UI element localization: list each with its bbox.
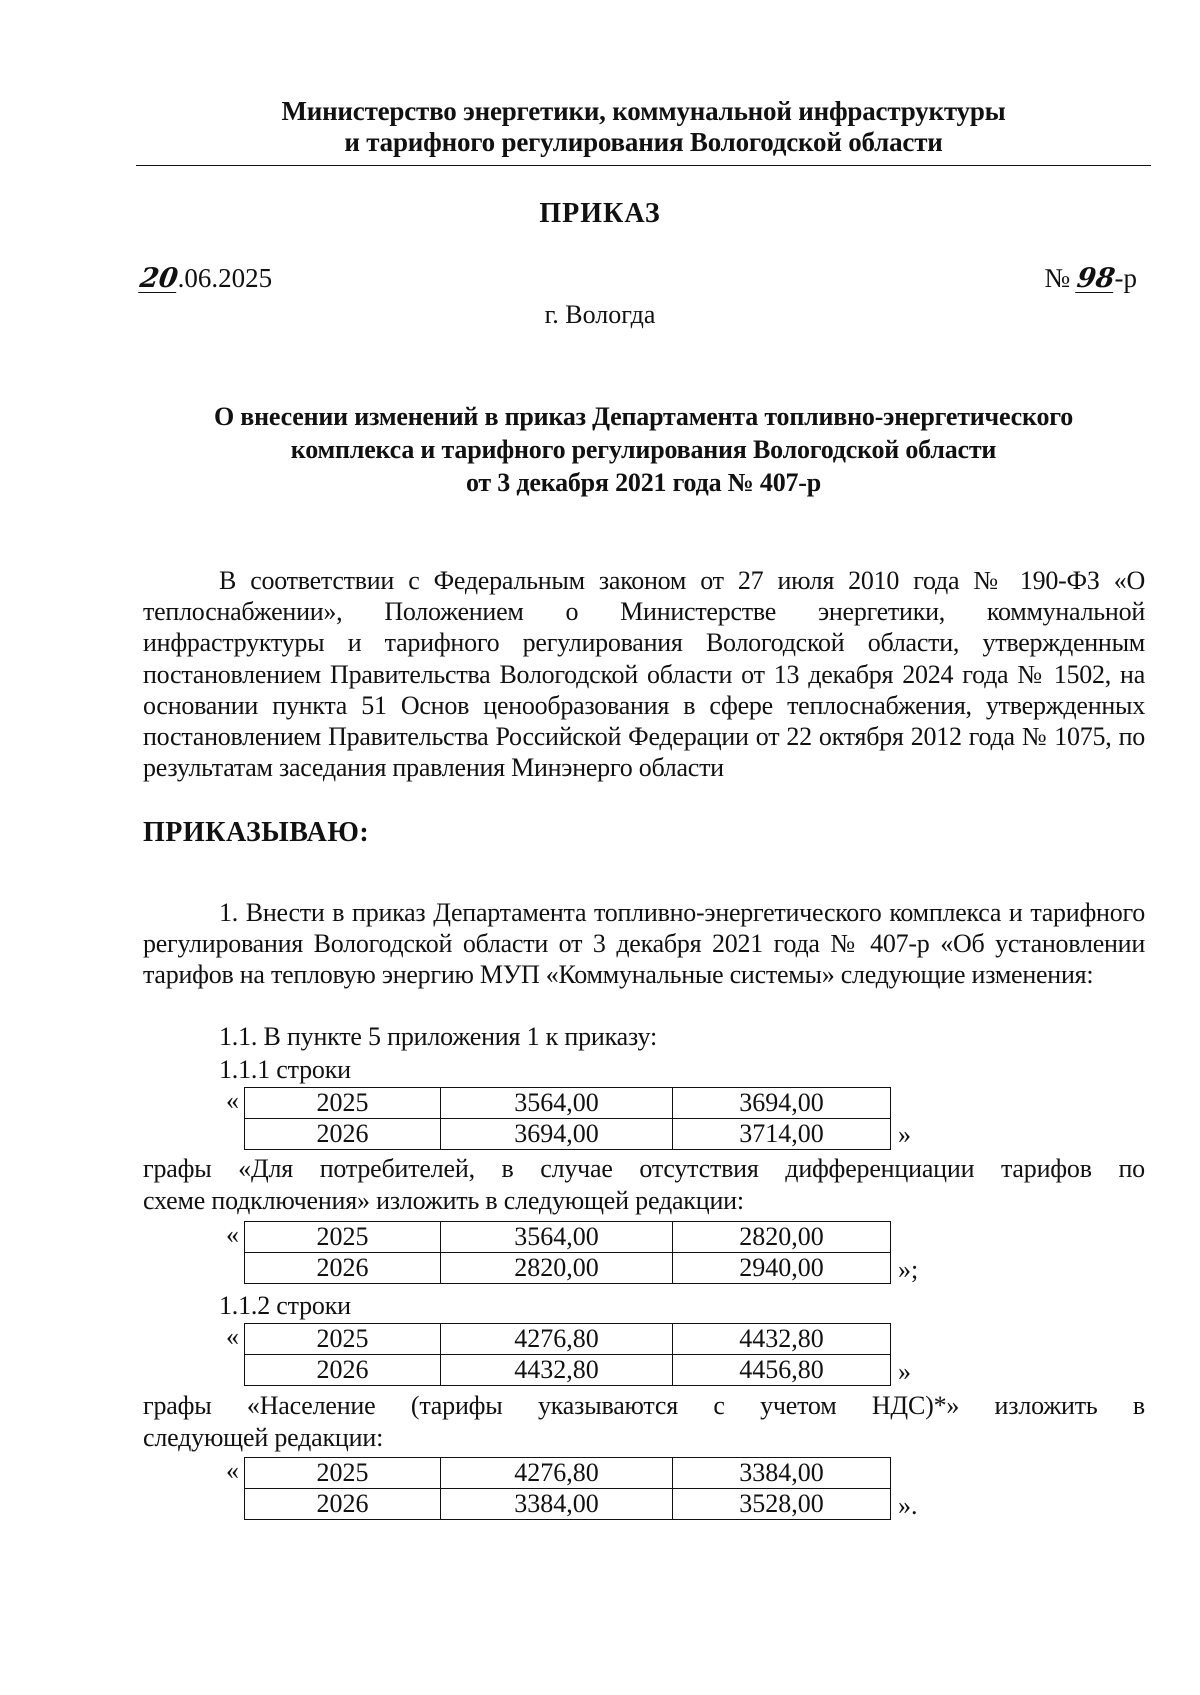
tariff-table-2 bbox=[244, 1221, 891, 1284]
subject-line-2: комплекса и тарифного регулирования Вологодской области bbox=[290, 435, 997, 464]
tariff-cell: 3694,00 bbox=[673, 1088, 891, 1119]
graph-1-text-line-1: графы «Для потребителей, в случае отсутствия дифференциации тарифов по bbox=[143, 1154, 1145, 1183]
table-2-quote-close: »; bbox=[898, 1255, 919, 1284]
tariff-cell: 4432,80 bbox=[441, 1355, 673, 1386]
table-row bbox=[245, 1324, 891, 1355]
tariff-cell: 4432,80 bbox=[673, 1324, 891, 1355]
item-1-1-2: 1.1.2 строки bbox=[219, 1291, 351, 1320]
graph-1-text-line-2: схеме подключения» изложить в следующей редакции: bbox=[143, 1186, 744, 1215]
document-type-title: ПРИКАЗ bbox=[539, 198, 661, 229]
tariff-cell: 4456,80 bbox=[673, 1355, 891, 1386]
table-1-quote-close: » bbox=[898, 1120, 911, 1149]
table-1-quote-open: « bbox=[226, 1086, 239, 1115]
ministry-line-1: Министерство энергетики, коммунальной инфраструктуры bbox=[281, 96, 1006, 126]
tariff-cell: 4276,80 bbox=[441, 1458, 673, 1489]
tariff-cell: 3694,00 bbox=[441, 1119, 673, 1150]
document-subject bbox=[136, 400, 1151, 499]
date-day-handwritten: 20 bbox=[137, 263, 180, 294]
header-divider bbox=[136, 165, 1151, 166]
number-handwritten: 98 bbox=[1074, 263, 1117, 294]
number-sign: № bbox=[1044, 263, 1071, 293]
order-heading: ПРИКАЗЫВАЮ: bbox=[143, 817, 370, 848]
document-date bbox=[137, 263, 273, 294]
year-cell: 2026 bbox=[245, 1355, 441, 1386]
year-cell: 2026 bbox=[245, 1119, 441, 1150]
table-2-quote-open: « bbox=[226, 1220, 239, 1249]
table-row bbox=[245, 1088, 891, 1119]
number-suffix: -р bbox=[1114, 263, 1137, 293]
table-3-quote-open: « bbox=[226, 1322, 239, 1351]
date-month-year: .06.2025 bbox=[177, 263, 273, 293]
tariff-cell: 2940,00 bbox=[673, 1253, 891, 1284]
subject-line-3: от 3 декабря 2021 года № 407-р bbox=[465, 468, 822, 497]
table-row bbox=[245, 1119, 891, 1150]
year-cell: 2026 bbox=[245, 1253, 441, 1284]
item-1-1-1: 1.1.1 строки bbox=[219, 1055, 351, 1084]
tariff-table-1 bbox=[244, 1087, 891, 1150]
tariff-cell: 3714,00 bbox=[673, 1119, 891, 1150]
table-4-quote-open: « bbox=[226, 1456, 239, 1485]
tariff-cell: 2820,00 bbox=[441, 1253, 673, 1284]
table-row bbox=[245, 1458, 891, 1489]
item-1-1: 1.1. В пункте 5 приложения 1 к приказу: bbox=[219, 1022, 658, 1051]
tariff-cell: 3528,00 bbox=[673, 1489, 891, 1520]
year-cell: 2025 bbox=[245, 1324, 441, 1355]
ministry-line-2: и тарифного регулирования Вологодской области bbox=[344, 127, 943, 157]
table-3-quote-close: » bbox=[898, 1357, 911, 1386]
year-cell: 2026 bbox=[245, 1489, 441, 1520]
table-row bbox=[245, 1253, 891, 1284]
tariff-table-3 bbox=[244, 1323, 891, 1386]
tariff-cell: 3384,00 bbox=[441, 1489, 673, 1520]
item-1-paragraph: 1. Внести в приказ Департамента топливно-энергетического комплекса и тарифного регулирования Вологодской области от 3 декабря 2021 года № 407-р «Об установлении тарифов на тепловую энергию МУП «Коммунальные системы» следующие изменения: bbox=[143, 898, 1145, 990]
year-cell: 2025 bbox=[245, 1458, 441, 1489]
year-cell: 2025 bbox=[245, 1222, 441, 1253]
subject-line-1: О внесении изменений в приказ Департамента топливно-энергетического bbox=[213, 402, 1074, 431]
document-city: г. Вологда bbox=[544, 300, 656, 329]
tariff-cell: 3384,00 bbox=[673, 1458, 891, 1489]
tariff-table-4 bbox=[244, 1457, 891, 1520]
year-cell: 2025 bbox=[245, 1088, 441, 1119]
graph-2-text-line-2: следующей редакции: bbox=[143, 1423, 384, 1452]
ministry-header bbox=[136, 96, 1151, 158]
preamble-paragraph: В соответствии с Федеральным законом от 27 июля 2010 года № 190-ФЗ «О теплоснабжении», Положением о Министерстве энергетики, коммунальной инфраструктуры и тарифного регулирования Вологодской области, утвержденным постановлением Правительства Вологодской области от 13 декабря 2024 года № 1502, на основании пункта 51 Основ ценообразования в сфере теплоснабжения, утвержденных постановлением Правительства Российской Федерации от 22 октября 2012 года № 1075, по результатам заседания правления Минэнерго области bbox=[143, 566, 1145, 783]
table-4-quote-close: ». bbox=[898, 1491, 918, 1520]
tariff-cell: 3564,00 bbox=[441, 1222, 673, 1253]
document-number bbox=[1044, 263, 1137, 294]
tariff-cell: 2820,00 bbox=[673, 1222, 891, 1253]
tariff-cell: 3564,00 bbox=[441, 1088, 673, 1119]
table-row bbox=[245, 1355, 891, 1386]
graph-2-text-line-1: графы «Население (тарифы указываются с учетом НДС)*» изложить в bbox=[143, 1391, 1145, 1420]
table-row bbox=[245, 1489, 891, 1520]
table-row bbox=[245, 1222, 891, 1253]
tariff-cell: 4276,80 bbox=[441, 1324, 673, 1355]
